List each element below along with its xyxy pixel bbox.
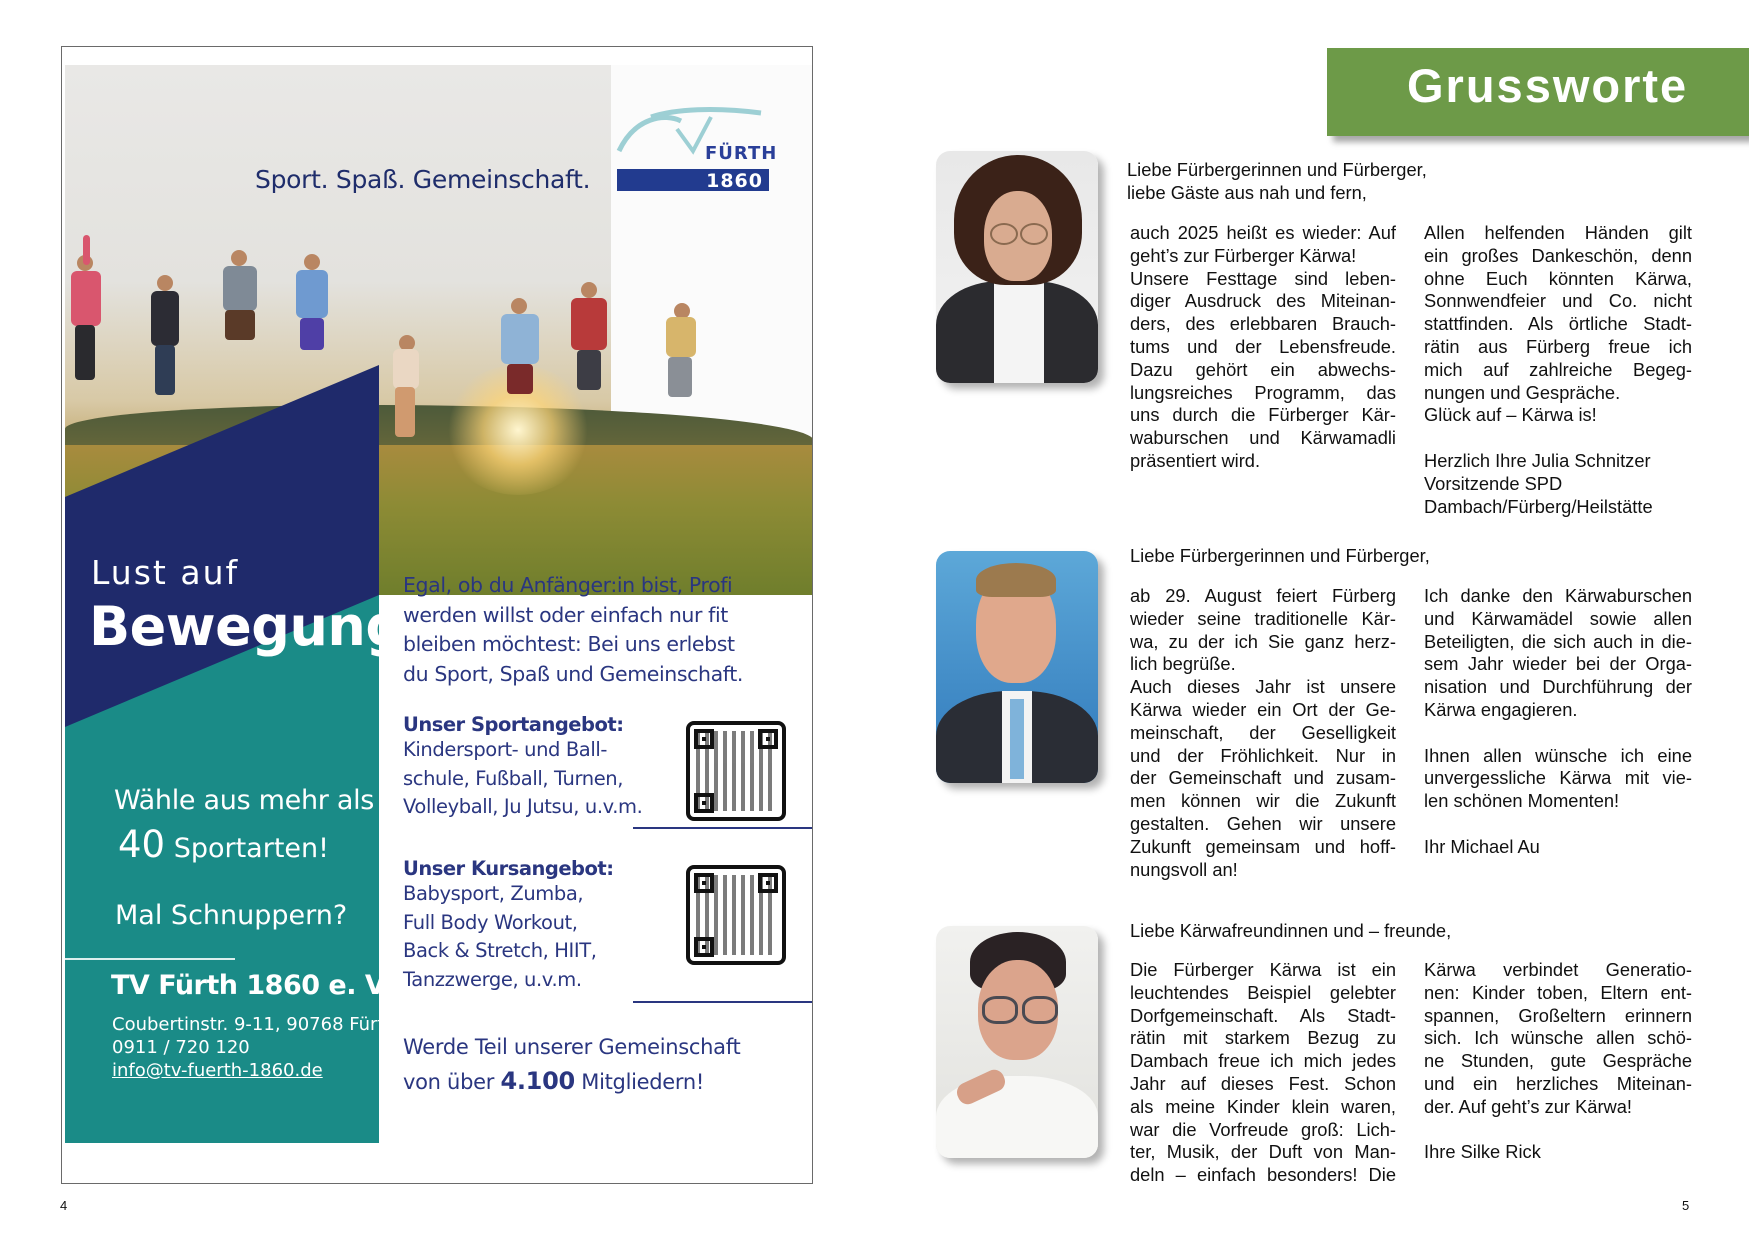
join-text: Werde Teil unserer Gemeinschaft von über 4.100 Mitgliedern! (403, 1035, 741, 1095)
sports-club-advertisement (61, 46, 813, 1184)
section-banner (1327, 48, 1749, 136)
sport-count: 40 (118, 823, 166, 866)
ad-tagline: Sport. Spaß. Gemeinschaft. (255, 165, 591, 194)
headline-big: Bewegung? (89, 595, 435, 658)
page-number-left: 4 (60, 1198, 68, 1213)
greeting-1-salutation: Liebe Fürbergerinnen und Fürberger, liebe Gäste aus nah und fern, (1127, 159, 1427, 203)
greeting-2-column-2: Ich danke den Kärwaburschen und Kärwamädel sowie allen Beteiligten, die sich auch in die- sem Jahr wieder bei der Orga- nisation und Durchführung der Kärwa engagieren. Ihnen allen wünsche ich eine unvergessliche Kärwa mit vie- len schönen Momenten! Ihr Michael Au (1424, 585, 1692, 857)
logo-text-year: 1860 (706, 170, 763, 192)
greeting-1-column-2: Allen helfenden Händen gilt ein großes Dankeschön, denn ohne Euch könnten Kärwa, Sonnwendfeier und Co. nicht stattfinden. Als örtliche Stadt- rätin aus Fürberg freue ich mich auf zahlreiche Begeg- nungen und Gespräche. Glück auf – Kärwa is! Herzlich Ihre Julia Schnitzer Vorsitzende SPD Dambach/Fürberg/Heilstätte (1424, 222, 1692, 517)
portrait-julia-schnitzer (936, 151, 1098, 383)
greeting-3-column-2: Kärwa verbindet Generatio- nen: Kinder toben, Eltern ent- spannen, Großeltern erinnern sich. Ich wünsche allen schö- ne Stunden, gute Gespräche und ein herzliches Miteinan- der. Auf geht’s zur Kärwa! Ihre Silke Rick (1424, 959, 1692, 1163)
club-email-link[interactable]: info@tv-fuerth-1860.de (112, 1060, 323, 1081)
sport-offer: Unser Sportangebot: Kindersport- und Ball- schule, Fußball, Turnen, Volleyball, Ju Jutsu, u.v.m. (403, 713, 643, 818)
headline-small: Lust auf (91, 553, 240, 592)
logo-text-fuerth: FÜRTH (705, 143, 778, 164)
portrait-silke-rick (936, 926, 1098, 1158)
greeting-3-column-1: Die Fürberger Kärwa ist ein leuchtendes Beispiel gelebter Dorfgemeinschaft. Als Stadt- rätin mit starkem Bezug zu Dambach freue ich mich jedes Jahr auf dieses Fest. Schon als meine Kinder klein waren, war die Vorfreude groß: Lich- ter, Musik, der Duft von Man- deln – einfach besonders! Die (1130, 959, 1396, 1186)
sport-count-line: 40 Sportarten! (118, 823, 329, 866)
member-count: 4.100 (500, 1067, 575, 1095)
divider (65, 958, 235, 960)
portrait-michael-au (936, 551, 1098, 783)
greeting-1-column-1: auch 2025 heißt es wieder: Auf geht’s zur Fürberger Kärwa! Unsere Festtage sind leben- diger Ausdruck des Miteinan- ders, des erlebbaren Brauch- tums und der Lebensfreude. Dazu gehört ein abwechs- lungsreiches Programm, das uns durch die Fürberger Kär- waburschen und Kärwamadli präsentiert wird. (1130, 222, 1396, 471)
choose-line: Wähle aus mehr als (114, 785, 375, 816)
page-number-right: 5 (1682, 1198, 1690, 1213)
signature-location: Dambach/Fürberg/Heilstätte (1424, 495, 1653, 517)
signature-name: Herzlich Ihre Julia Schnitzer (1424, 449, 1651, 471)
club-name: TV Fürth 1860 e. V. (111, 970, 392, 1001)
signature-role: Vorsitzende SPD (1424, 472, 1563, 494)
divider (633, 1001, 813, 1003)
sport-offer-heading: Unser Sportangebot: (403, 713, 624, 736)
course-offer-qr-code[interactable] (686, 865, 786, 965)
divider (633, 827, 813, 829)
sport-offer-qr-code[interactable] (686, 721, 786, 821)
signature-name: Ihr Michael Au (1424, 835, 1540, 857)
club-contact (112, 1013, 396, 1082)
club-phone: 0911 / 720 120 (112, 1037, 250, 1058)
greeting-2-salutation: Liebe Fürbergerinnen und Fürberger, (1130, 545, 1430, 566)
greeting-3-salutation: Liebe Kärwafreundinnen und – freunde, (1130, 920, 1452, 941)
course-offer-heading: Unser Kursangebot: (403, 857, 614, 880)
trial-text: Mal Schnuppern? (115, 900, 348, 931)
greeting-2-column-1: ab 29. August feiert Fürberg wieder seine traditionelle Kär- wa, zu der ich Sie ganz herz- lich begrüße. Auch dieses Jahr ist unsere Kärwa wieder ein Ort der Ge- meinschaft, der Geselligkeit und der Fröhlichkeit. Nur in der Gemeinschaft und zusam- men können wir die Zukunft gestalten. Gehen wir unsere Zukunft gemeinsam und hoff- nungsvoll an! (1130, 585, 1396, 880)
ad-intro-text: Egal, ob du Anfänger:in bist, Profi werden willst oder einfach nur fit bleiben möchtest: Bei uns erlebst du Sport, Spaß und Gemeinschaft. (403, 573, 744, 686)
section-title: Grussworte (1407, 59, 1689, 112)
club-address: Coubertinstr. 9-11, 90768 Fürth (112, 1014, 396, 1035)
course-offer: Unser Kursangebot: Babysport, Zumba, Full Body Workout, Back & Stretch, HIIT, Tanzzwerge, u.v.m. (403, 857, 614, 991)
signature-name: Ihre Silke Rick (1424, 1141, 1541, 1163)
